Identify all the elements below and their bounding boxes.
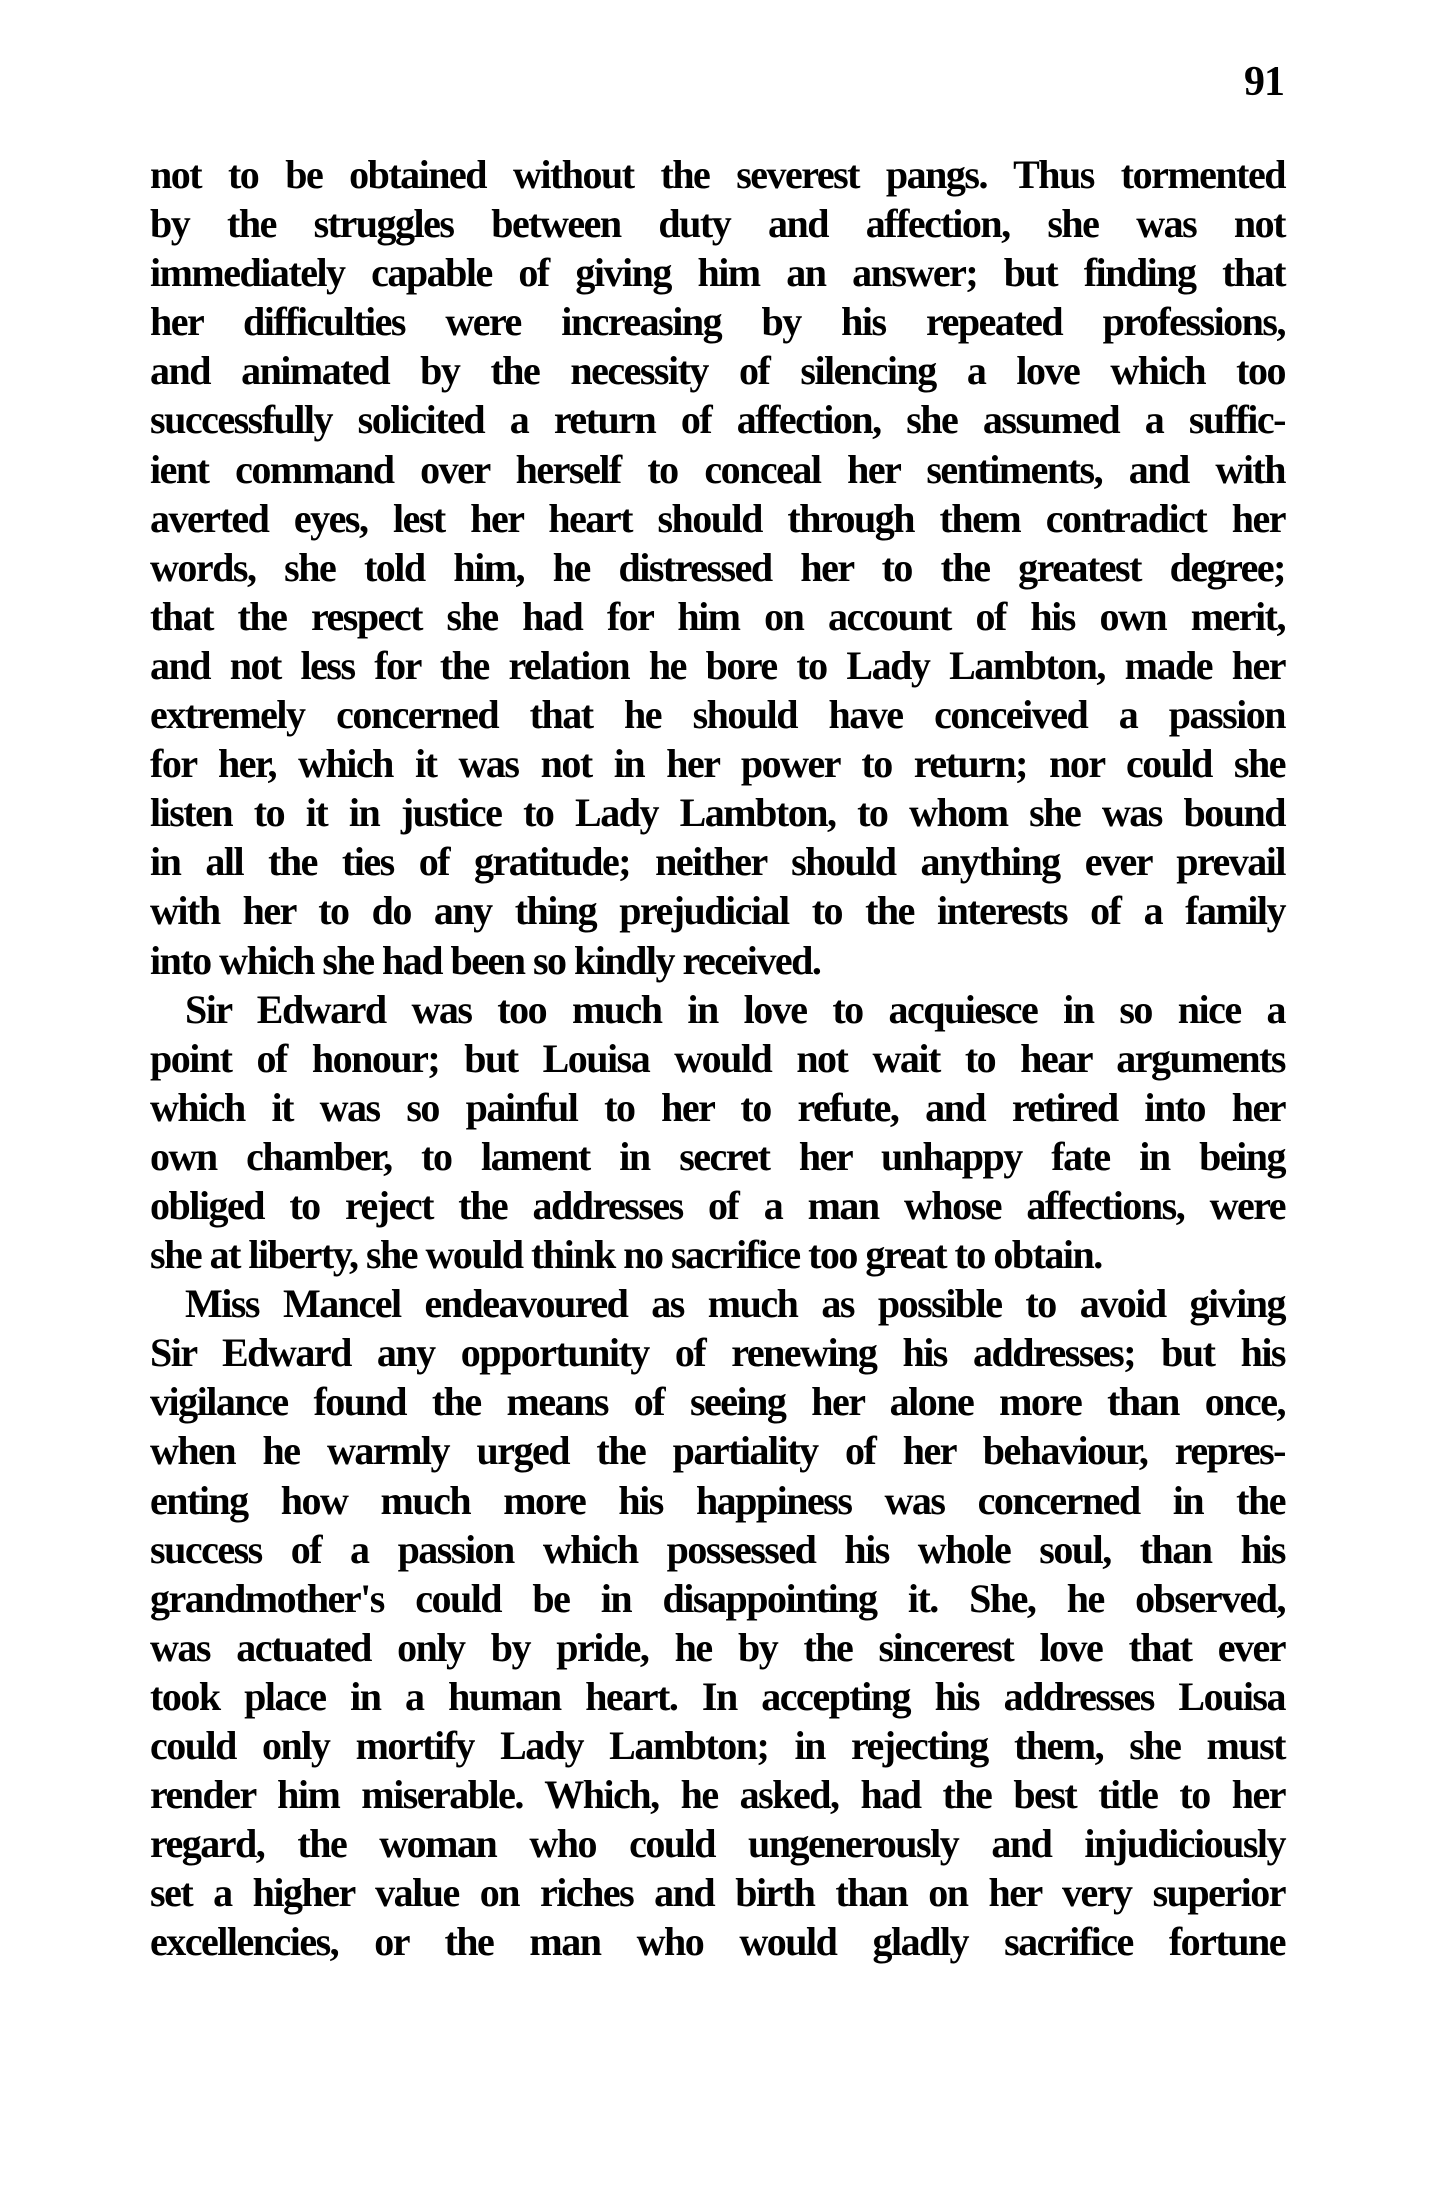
- text-line: could only mortify Lady Lambton; in rejecting them, she must: [150, 1723, 1285, 1768]
- text-line: listen to it in justice to Lady Lambton, to whom she was bound: [150, 790, 1285, 836]
- text-line: excellencies, or the man who would gladly sacrifice fortune: [150, 1919, 1285, 1965]
- page-number: 91: [1244, 59, 1284, 105]
- text-line: point of honour; but Louisa would not wait to hear arguments: [150, 1035, 1285, 1081]
- text-line: not to be obtained without the severest pangs. Thus tormented: [150, 152, 1285, 197]
- text-line: and not less for the relation he bore to Lady Lambton, made her: [150, 642, 1285, 688]
- text-line: her difficulties were increasing by his repeated professions,: [150, 299, 1285, 345]
- text-line: which it was so painful to her to refute, and retired into her: [150, 1084, 1285, 1130]
- text-line: successfully solicited a return of affection, she assumed a suffic-: [150, 397, 1285, 443]
- text-line: immediately capable of giving him an answer; but finding that: [150, 250, 1285, 296]
- text-line: Sir Edward any opportunity of renewing his addresses; but his: [150, 1330, 1285, 1376]
- text-line: grandmother's could be in disappointing it. She, he observed,: [150, 1575, 1285, 1621]
- text-line: was actuated only by pride, he by the sincerest love that ever: [150, 1624, 1285, 1670]
- text-line: ient command over herself to conceal her sentiments, and with: [150, 446, 1285, 492]
- text-line: averted eyes, lest her heart should through them contradict her: [150, 495, 1285, 541]
- text-line: by the struggles between duty and affection, she was not: [150, 201, 1285, 247]
- text-line: when he warmly urged the partiality of her behaviour, repres-: [150, 1428, 1285, 1474]
- text-line: she at liberty, she would think no sacrifice too great to obtain.: [150, 1232, 1102, 1278]
- text-line: with her to do any thing prejudicial to the interests of a family: [150, 888, 1285, 934]
- text-line: vigilance found the means of seeing her alone more than once,: [150, 1379, 1285, 1425]
- text-line: extremely concerned that he should have conceived a passion: [150, 692, 1285, 738]
- text-line: that the respect she had for him on account of his own merit,: [150, 593, 1285, 639]
- text-line: Miss Mancel endeavoured as much as possible to avoid giving: [185, 1281, 1285, 1327]
- text-line: words, she told him, he distressed her to the greatest degree;: [150, 544, 1285, 590]
- text-line: render him miserable. Which, he asked, had the best title to her: [150, 1772, 1285, 1818]
- text-line: into which she had been so kindly received.: [150, 937, 821, 983]
- text-line: regard, the woman who could ungenerously and injudiciously: [150, 1821, 1285, 1867]
- text-line: success of a passion which possessed his whole soul, than his: [150, 1526, 1285, 1572]
- text-line: Sir Edward was too much in love to acquiesce in so nice a: [185, 986, 1285, 1032]
- body-text: [150, 150, 1285, 1966]
- text-line: and animated by the necessity of silencing a love which too: [150, 348, 1285, 394]
- text-line: own chamber, to lament in secret her unhappy fate in being: [150, 1133, 1285, 1179]
- text-line: for her, which it was not in her power to return; nor could she: [150, 741, 1285, 787]
- text-line: took place in a human heart. In accepting his addresses Louisa: [150, 1673, 1285, 1719]
- text-line: set a higher value on riches and birth than on her very superior: [150, 1870, 1285, 1916]
- text-line: in all the ties of gratitude; neither should anything ever prevail: [150, 839, 1285, 885]
- text-line: obliged to reject the addresses of a man whose affections, were: [150, 1182, 1285, 1228]
- text-line: enting how much more his happiness was concerned in the: [150, 1477, 1285, 1523]
